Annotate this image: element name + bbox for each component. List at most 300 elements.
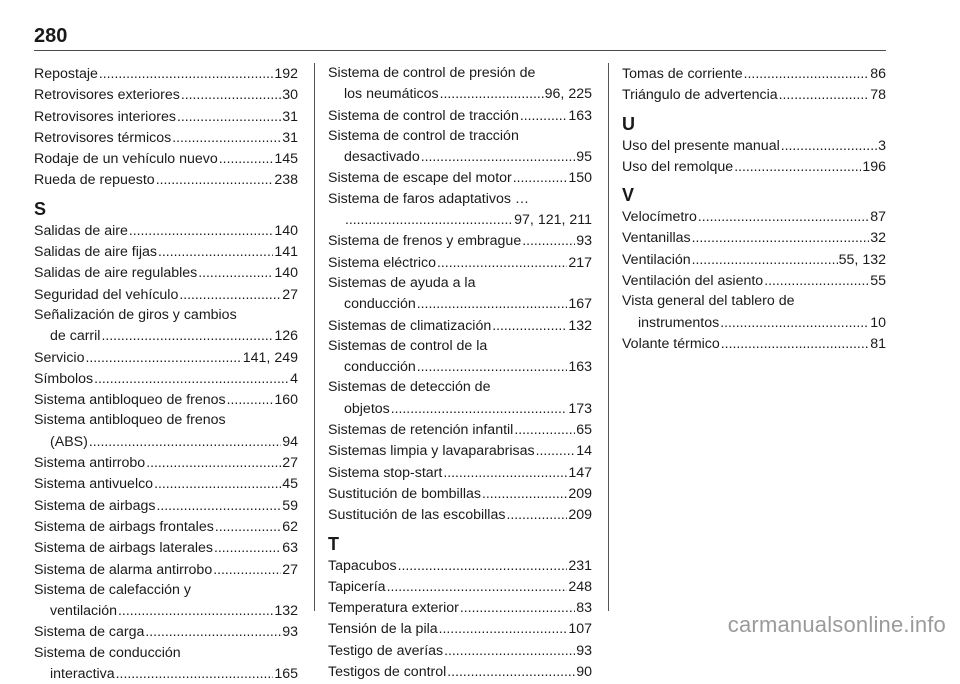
index-entry-row	[328, 440, 592, 461]
index-entry-page[interactable]: 10	[870, 314, 886, 331]
index-entry[interactable]	[622, 333, 886, 354]
index-entry[interactable]	[622, 270, 886, 291]
index-entry[interactable]	[34, 241, 298, 262]
index-entry[interactable]	[328, 618, 592, 639]
leader-dots	[172, 127, 281, 147]
index-entry-label: Retrovisores exteriores	[34, 87, 180, 104]
index-entry-row	[622, 249, 886, 270]
leader-dots	[145, 621, 281, 641]
index-entry-heading-line: Vista general del tablero de	[622, 293, 795, 310]
index-entry-page[interactable]: 140	[274, 222, 298, 239]
index-entry-label: los neumáticos	[344, 86, 439, 103]
index-entry-page[interactable]: 30	[282, 87, 298, 104]
index-entry-row	[34, 262, 298, 283]
index-column-2	[328, 63, 592, 682]
index-entry-label: Sistema de frenos y embrague	[328, 233, 522, 250]
leader-dots	[692, 227, 870, 247]
index-entry-label: Repostaje	[34, 66, 98, 82]
index-entry[interactable]	[328, 440, 592, 461]
index-entry-page[interactable]: 63	[282, 540, 298, 557]
index-entry[interactable]	[34, 368, 298, 389]
index-entry-label: Salidas de aire	[34, 222, 128, 239]
index-entry-row	[328, 576, 592, 597]
index-entry-label: Salidas de aire regulables	[34, 265, 198, 282]
index-entry-page[interactable]: 55	[870, 273, 886, 290]
index-entry-row	[34, 495, 298, 516]
index-entry-row	[328, 398, 592, 419]
index-entry-label: Salidas de aire fijas	[34, 244, 158, 261]
index-entry-row	[622, 312, 886, 333]
index-entry-heading-line: Sistemas de detección de	[328, 379, 491, 396]
index-entry-heading-line: Sistema antibloqueo de frenos	[34, 412, 226, 429]
index-entry-page[interactable]: 32	[870, 230, 886, 247]
index-entry-page[interactable]: 150	[568, 170, 592, 187]
index-entry-label: Sistema antirrobo	[34, 455, 146, 472]
leader-dots	[179, 284, 281, 304]
index-entry-row	[34, 431, 298, 452]
index-entry[interactable]	[328, 462, 592, 483]
index-entry-page[interactable]: 238	[274, 172, 298, 189]
index-entry-page[interactable]: 59	[282, 497, 298, 514]
index-entry-label: Sistema de alarma antirrobo	[34, 561, 213, 578]
leader-dots	[417, 356, 568, 376]
index-entry[interactable]	[622, 135, 886, 156]
index-entry[interactable]	[328, 419, 592, 440]
index-entry-row	[328, 315, 592, 336]
index-entry[interactable]	[34, 495, 298, 516]
index-entry-page[interactable]: 217	[568, 254, 592, 271]
index-entry-page[interactable]: 141, 249	[242, 349, 298, 366]
index-entry-page[interactable]: 90	[576, 664, 592, 681]
index-entry-row	[34, 516, 298, 537]
index-entry[interactable]	[328, 661, 592, 682]
index-entry-page[interactable]: 132	[274, 603, 298, 620]
index-entry-page[interactable]: 140	[274, 265, 298, 282]
leader-dots	[460, 597, 575, 617]
index-entry-label: Ventilación del asiento	[622, 273, 764, 290]
index-entry[interactable]	[34, 410, 298, 452]
leader-dots	[698, 206, 869, 226]
index-entry-label: Sustitución de las escobillas	[328, 507, 506, 524]
index-entry-label: (ABS)	[50, 433, 88, 450]
index-entry-label: Servicio	[34, 349, 85, 366]
index-entry-label: Triángulo de advertencia	[622, 87, 778, 104]
index-entry-heading-line: Señalización de giros y cambios	[34, 306, 237, 323]
index-entry-row	[328, 504, 592, 525]
index-entry-label: Tomas de corriente	[622, 66, 743, 82]
index-entry[interactable]	[622, 249, 886, 270]
index-entry[interactable]	[622, 84, 886, 105]
index-entry[interactable]	[34, 284, 298, 305]
index-entry-label: Sustitución de bombillas	[328, 485, 481, 502]
index-entry-page[interactable]: 145	[274, 151, 298, 168]
index-entry-page[interactable]: 27	[282, 286, 298, 303]
index-entry-page[interactable]: 147	[568, 464, 592, 481]
leader-dots	[219, 148, 274, 168]
index-entry-page[interactable]: 31	[282, 129, 298, 146]
index-entry-row	[34, 621, 298, 642]
leader-dots	[764, 270, 869, 290]
index-entry-row	[328, 252, 592, 273]
index-entry-row	[34, 284, 298, 305]
index-entry[interactable]	[328, 483, 592, 504]
index-entry-page[interactable]: 196	[862, 158, 886, 175]
index-entry-page[interactable]: 31	[282, 108, 298, 125]
index-entry-page[interactable]: 87	[870, 209, 886, 226]
index-entry-row	[622, 63, 886, 84]
leader-dots	[421, 146, 576, 166]
index-entry-page[interactable]: 209	[568, 507, 592, 524]
leader-dots	[198, 262, 273, 282]
index-entry-label: conducción	[344, 359, 416, 376]
index-entry-row	[34, 106, 298, 127]
index-entry-label: Sistema de carga	[34, 624, 145, 641]
index-entry-page[interactable]: 14	[576, 443, 592, 460]
index-column-3	[622, 63, 886, 354]
index-entry-row	[34, 559, 298, 580]
index-entry-page[interactable]: 94	[282, 433, 298, 450]
index-entry-heading-line: Sistema de conducción	[34, 644, 181, 661]
watermark: carmanualsonline.info	[727, 612, 946, 637]
index-entry-row	[328, 230, 592, 251]
index-entry-label: Sistemas de retención infantil	[328, 422, 514, 439]
index-entry-label: interactiva	[50, 666, 115, 683]
index-entry-label: Retrovisores interiores	[34, 108, 176, 125]
index-entry[interactable]	[34, 305, 298, 347]
index-entry-label: Retrovisores térmicos	[34, 129, 172, 146]
index-entry-row	[328, 146, 592, 167]
index-entry[interactable]	[34, 389, 298, 410]
index-entry-row	[622, 156, 886, 177]
index-entry-heading-line: Sistema de control de tracción	[328, 127, 519, 144]
index-entry[interactable]	[328, 126, 592, 168]
index-entry[interactable]	[622, 206, 886, 227]
index-entry-row	[34, 389, 298, 410]
index-entry[interactable]	[34, 262, 298, 283]
index-entry-label: Testigos de control	[328, 664, 447, 681]
index-entry-row	[622, 270, 886, 291]
leader-dots	[94, 368, 289, 388]
index-entry-page[interactable]: 167	[568, 296, 592, 313]
leader-dots	[417, 293, 568, 313]
index-entry-page[interactable]: 173	[568, 400, 592, 417]
index-entry[interactable]	[34, 63, 298, 84]
index-entry-row	[622, 227, 886, 248]
index-entry[interactable]	[328, 105, 592, 126]
leader-dots	[85, 347, 241, 367]
index-entry-label: Ventanillas	[622, 230, 691, 247]
leader-dots	[443, 462, 567, 482]
leader-dots	[99, 63, 273, 83]
column-divider	[314, 63, 315, 611]
index-entry-page[interactable]: 83	[576, 600, 592, 617]
index-entry-row	[34, 368, 298, 389]
index-entry[interactable]	[34, 148, 298, 169]
leader-dots	[444, 640, 575, 660]
leader-dots	[440, 83, 544, 103]
leader-dots	[146, 452, 281, 472]
index-entry[interactable]	[34, 537, 298, 558]
index-entry[interactable]	[622, 156, 886, 177]
index-entry-page[interactable]: 126	[274, 328, 298, 345]
index-entry-row	[622, 84, 886, 105]
index-entry-label: ventilación	[50, 603, 118, 620]
index-entry-page[interactable]: 132	[568, 317, 592, 334]
index-entry-row	[34, 220, 298, 241]
leader-dots	[506, 504, 567, 524]
leader-dots	[213, 559, 281, 579]
index-entry-row	[34, 347, 298, 368]
index-entry-page[interactable]: 4	[290, 370, 298, 387]
index-entry-label: Temperatura exterior	[328, 600, 459, 617]
leader-dots	[154, 473, 281, 493]
index-entry[interactable]	[328, 315, 592, 336]
leader-dots	[520, 105, 567, 125]
index-entry-page[interactable]: 163	[568, 107, 592, 124]
index-entry[interactable]	[34, 580, 298, 622]
leader-dots	[779, 84, 870, 104]
index-entry-page[interactable]: 45	[282, 476, 298, 493]
index-entry-page[interactable]: 55, 132	[838, 251, 886, 268]
index-entry-label: Uso del remolque	[622, 158, 734, 175]
index-entry[interactable]	[328, 336, 592, 378]
index-entry-label: Sistema stop-start	[328, 464, 443, 481]
leader-dots	[101, 325, 273, 345]
leader-dots	[398, 555, 568, 575]
leader-dots	[116, 663, 274, 683]
index-entry-page[interactable]: 27	[282, 455, 298, 472]
index-entry-label: Sistema de control de tracción	[328, 107, 519, 124]
index-entry-row	[34, 473, 298, 494]
index-entry-row	[328, 483, 592, 504]
index-letter-heading: V	[622, 185, 635, 206]
index-entry[interactable]	[622, 63, 886, 84]
index-entry-page[interactable]: 141	[274, 244, 298, 261]
index-entry[interactable]	[34, 347, 298, 368]
index-entry-row	[622, 333, 886, 354]
index-entry-page[interactable]: 62	[282, 518, 298, 535]
index-letter-heading: U	[622, 113, 635, 134]
leader-dots	[447, 661, 575, 681]
leader-dots	[721, 333, 869, 353]
index-entry-label: Sistema eléctrico	[328, 254, 437, 271]
leader-dots	[492, 315, 567, 335]
index-entry-page[interactable]: 165	[274, 666, 298, 683]
index-entry-page[interactable]: 93	[282, 624, 298, 641]
index-entry-row	[328, 356, 592, 377]
index-entry-label: objetos	[344, 400, 390, 417]
index-entry-label: Sistemas de climatización	[328, 317, 492, 334]
index-entry-row	[622, 135, 886, 156]
index-entry-row	[34, 325, 298, 346]
index-entry-page[interactable]: 209	[568, 485, 592, 502]
index-entry-page[interactable]: 65	[576, 422, 592, 439]
leader-dots	[89, 431, 281, 451]
index-entry-label: Sistema de airbags frontales	[34, 518, 214, 535]
leader-dots	[514, 419, 575, 439]
leader-dots	[513, 167, 568, 187]
index-entry[interactable]	[34, 559, 298, 580]
index-entry-page[interactable]: 93	[576, 642, 592, 659]
index-entry-row	[34, 537, 298, 558]
index-entry-row	[34, 63, 298, 84]
index-entry-row	[328, 640, 592, 661]
leader-dots	[536, 440, 576, 460]
index-entry-label: de carril	[50, 328, 101, 345]
leader-dots	[345, 209, 513, 229]
index-entry-row	[34, 148, 298, 169]
index-entry-page[interactable]: 163	[568, 359, 592, 376]
index-entry[interactable]	[34, 643, 298, 684]
leader-dots	[387, 576, 568, 596]
index-entry-label: Uso del presente manual	[622, 137, 780, 154]
leader-dots	[522, 230, 575, 250]
index-entry-label: Sistemas limpia y lavaparabrisas	[328, 443, 535, 460]
index-entry-page[interactable]: 93	[576, 233, 592, 250]
index-entry-page[interactable]: 97, 121, 211	[514, 212, 592, 229]
index-entry-page[interactable]: 248	[568, 578, 592, 595]
index-entry[interactable]	[34, 452, 298, 473]
index-entry-label: Sistema de escape del motor	[328, 170, 512, 187]
index-entry-row	[328, 419, 592, 440]
leader-dots	[158, 241, 273, 261]
index-entry-row	[34, 241, 298, 262]
index-entry-row	[34, 663, 298, 684]
index-entry[interactable]	[622, 291, 886, 333]
index-entry-page[interactable]: 231	[568, 557, 592, 574]
index-entry-label: Velocímetro	[622, 209, 697, 226]
index-entry[interactable]	[328, 640, 592, 661]
index-entry-heading-line: Sistema de calefacción y	[34, 581, 191, 598]
index-entry-label: Ventilación	[622, 251, 691, 268]
index-entry-row	[34, 169, 298, 190]
index-letter-heading: S	[34, 198, 47, 219]
index-entry-heading-line: Sistemas de ayuda a la	[328, 274, 476, 291]
index-entry-label: Seguridad del vehículo	[34, 286, 179, 303]
index-entry-page[interactable]: 192	[274, 66, 298, 82]
index-entry-heading-line: Sistema de control de presión de	[328, 65, 536, 81]
index-entry-page[interactable]: 27	[282, 561, 298, 578]
index-entry-heading-line: Sistema de faros adaptativos …	[328, 190, 530, 207]
index-entry-row	[328, 618, 592, 639]
index-entry-row	[34, 127, 298, 148]
index-entry-label: Tapacubos	[328, 557, 397, 574]
index-entry-row	[328, 555, 592, 576]
index-entry[interactable]	[34, 106, 298, 127]
index-entry-label: Volante térmico	[622, 335, 720, 352]
leader-dots	[129, 220, 273, 240]
leader-dots	[118, 600, 273, 620]
index-entry-label: Rueda de repuesto	[34, 172, 155, 189]
index-entry[interactable]	[328, 555, 592, 576]
index-entry-label: Sistema de airbags laterales	[34, 540, 214, 557]
leader-dots	[734, 156, 861, 176]
index-letter-heading: T	[328, 533, 339, 554]
page-number: 280	[34, 25, 68, 47]
leader-dots	[156, 169, 274, 189]
index-entry-row	[34, 452, 298, 473]
index-entry[interactable]	[34, 127, 298, 148]
index-entry-page[interactable]: 95	[576, 149, 592, 166]
index-entry-page[interactable]: 3	[878, 137, 886, 154]
leader-dots	[437, 252, 567, 272]
index-entry-label: Sistema de airbags	[34, 497, 156, 514]
index-column-1	[34, 63, 298, 684]
index-entry[interactable]	[328, 273, 592, 315]
index-entry[interactable]	[34, 473, 298, 494]
index-entry-row	[328, 167, 592, 188]
index-entry[interactable]	[328, 576, 592, 597]
index-entry-row	[328, 83, 592, 104]
index-entry-heading-line: Sistemas de control de la	[328, 337, 488, 354]
index-entry-row	[34, 84, 298, 105]
index-entry[interactable]	[34, 84, 298, 105]
index-entry-page[interactable]: 86	[870, 66, 886, 82]
index-entry[interactable]	[328, 504, 592, 525]
index-entry[interactable]	[34, 220, 298, 241]
index-entry[interactable]	[328, 252, 592, 273]
index-entry-row	[34, 600, 298, 621]
leader-dots	[439, 618, 568, 638]
index-entry[interactable]	[328, 230, 592, 251]
index-entry-row	[328, 661, 592, 682]
column-divider	[608, 63, 609, 611]
index-entry[interactable]	[34, 169, 298, 190]
leader-dots	[720, 312, 869, 332]
leader-dots	[181, 84, 281, 104]
index-entry-page[interactable]: 160	[274, 392, 298, 409]
index-entry-label: conducción	[344, 296, 416, 313]
index-entry-page[interactable]: 96, 225	[544, 86, 592, 103]
leader-dots	[214, 537, 281, 557]
index-entry-row	[328, 597, 592, 618]
index-entry-label: desactivado	[344, 149, 420, 166]
leader-dots	[177, 106, 281, 126]
index-entry[interactable]	[622, 227, 886, 248]
index-entry-page[interactable]: 107	[568, 621, 592, 638]
leader-dots	[227, 389, 274, 409]
index-entry-label: Sistema antibloqueo de frenos	[34, 392, 226, 409]
leader-dots	[156, 495, 281, 515]
index-entry-label: Testigo de averías	[328, 642, 444, 659]
index-entry-label: Tapicería	[328, 578, 386, 595]
index-entry-label: instrumentos	[638, 314, 720, 331]
index-entry-label: Rodaje de un vehículo nuevo	[34, 151, 218, 168]
index-entry-row	[328, 293, 592, 314]
index-entry-page[interactable]: 81	[870, 335, 886, 352]
index-entry-label: Símbolos	[34, 370, 94, 387]
index-entry[interactable]	[328, 189, 592, 231]
index-entry-row	[328, 105, 592, 126]
index-entry-label: Tensión de la pila	[328, 621, 438, 638]
leader-dots	[391, 398, 568, 418]
index-entry[interactable]	[328, 597, 592, 618]
index-entry[interactable]	[34, 621, 298, 642]
leader-dots	[744, 63, 870, 83]
index-entry-row	[328, 209, 592, 230]
index-entry[interactable]	[328, 63, 592, 105]
leader-dots	[692, 249, 838, 269]
leader-dots	[215, 516, 281, 536]
index-entry[interactable]	[328, 167, 592, 188]
leader-dots	[482, 483, 567, 503]
index-entry-page[interactable]: 78	[870, 87, 886, 104]
header-rule	[34, 50, 886, 51]
index-entry-row	[622, 206, 886, 227]
index-entry[interactable]	[328, 377, 592, 419]
index-entry-label: Sistema antivuelco	[34, 476, 154, 493]
index-entry[interactable]	[34, 516, 298, 537]
